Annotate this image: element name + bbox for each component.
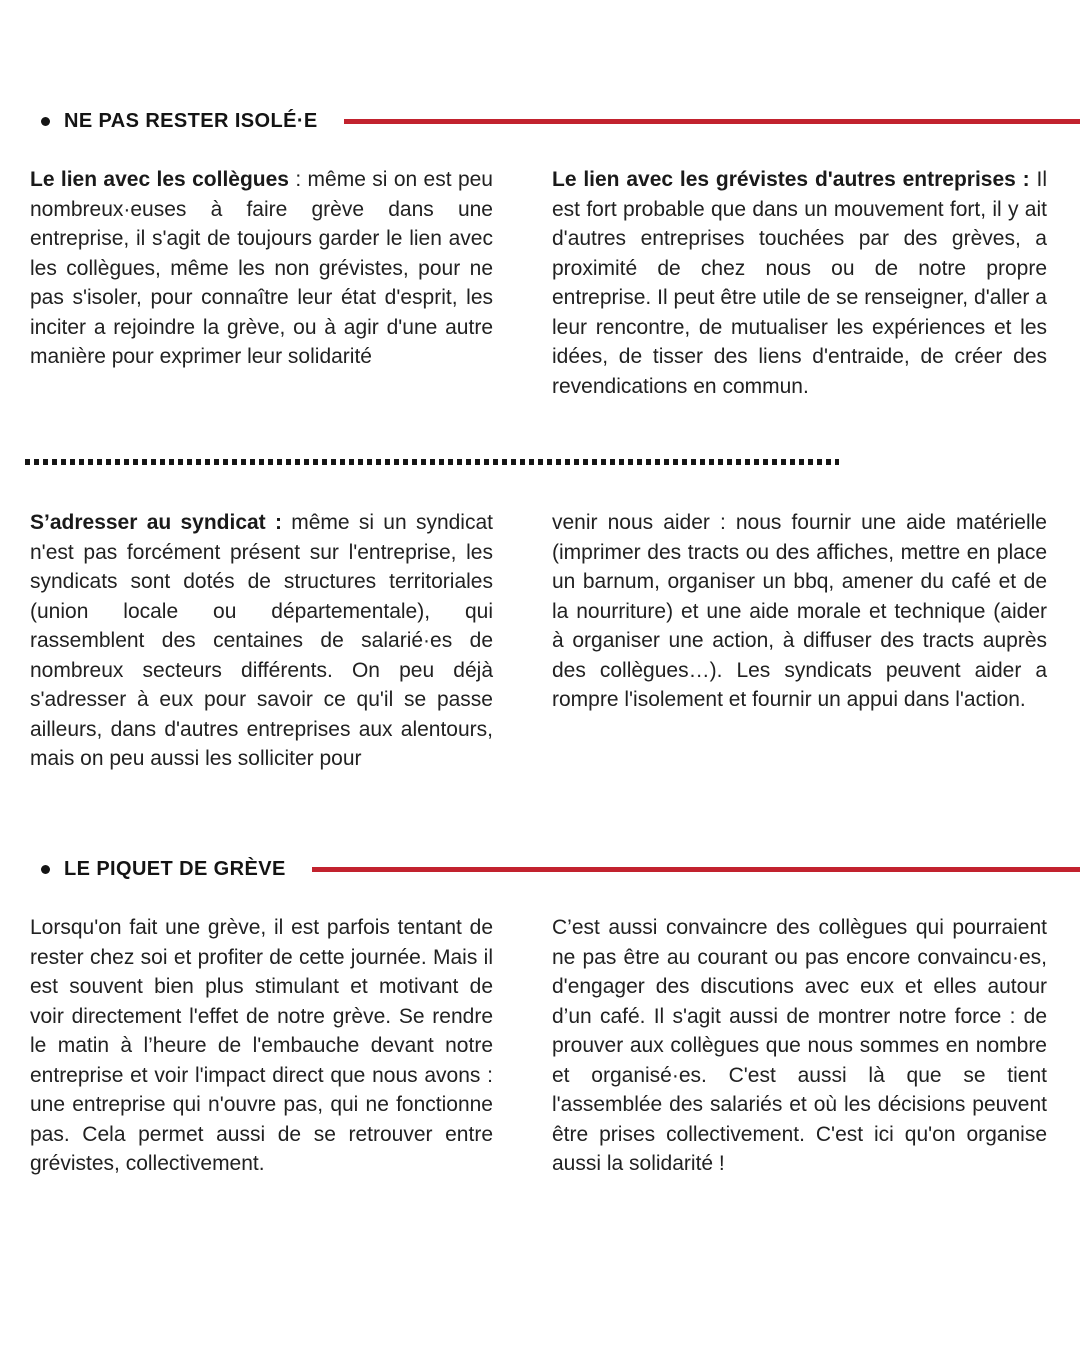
paragraph-piquet-droite bbox=[552, 913, 1047, 1179]
dotted-divider bbox=[25, 459, 839, 465]
section-heading-piquet bbox=[30, 855, 1080, 883]
paragraph-lien-collegues bbox=[30, 165, 493, 372]
section-heading-isolation bbox=[30, 107, 1080, 135]
paragraph-lead-bold: Le lien avec les collègues bbox=[30, 168, 289, 191]
red-rule-divider bbox=[344, 119, 1080, 124]
section-heading-label: LE PIQUET DE GRÈVE bbox=[64, 857, 286, 880]
paragraph-body: Il est fort probable que dans un mouvement fort, il y ait d'autres entreprises touchées par des grèves, a proximité de chez nous ou de notre propre entreprise. Il peut être utile de se renseigner, d'aller a leur rencontre, de mutualiser les expériences et les idées, de tisser des liens d'entraide, de créer des revendications en commun. bbox=[552, 168, 1047, 398]
paragraph-lien-grevistes bbox=[552, 165, 1047, 401]
paragraph-body: venir nous aider : nous fournir une aide matérielle (imprimer des tracts ou des affiches, mettre en place un barnum, organiser un bbq, amener du café et de la nourriture) et une aide morale et technique (aider à organiser une action, à diffuser des tracts auprès des collègues…). Les syndicats peuvent aider a rompre l'isolement et fournir un appui dans l'action. bbox=[552, 511, 1047, 711]
paragraph-piquet-gauche bbox=[30, 913, 493, 1179]
paragraph-text bbox=[552, 165, 1047, 401]
paragraph-text bbox=[30, 165, 493, 372]
bullet-icon bbox=[41, 117, 50, 126]
paragraph-lead-bold: Le lien avec les grévistes d'autres entreprises : bbox=[552, 168, 1030, 191]
section-heading-label: NE PAS RESTER ISOLÉ·E bbox=[64, 109, 318, 132]
paragraph-syndicat bbox=[30, 508, 493, 774]
red-rule-divider bbox=[312, 867, 1080, 872]
paragraph-text bbox=[30, 508, 493, 774]
paragraph-body: même si un syndicat n'est pas forcément présent sur l'entreprise, les syndicats sont dotés de structures territoriales (union locale ou départementale), qui rassemblent des centaines de salarié·es de nombreux secteurs différents. On peu déjà s'adresser à eux pour savoir ce qu'il se passe ailleurs, dans d'autres entreprises aux alentours, mais on peu aussi les solliciter pour bbox=[30, 511, 493, 770]
paragraph-text bbox=[552, 913, 1047, 1179]
paragraph-body: C’est aussi convaincre des collègues qui pourraient ne pas être au courant ou pas encore convaincu·es, d'engager des discutions avec eux et elles autour d’un café. Il s'agit aussi de montrer notre force : de prouver aux collègues que nous sommes en nombre et organisé·es. C'est aussi là que se tient l'assemblée des salariés et où les décisions peuvent être prises collectivement. C'est ici qu'on organise aussi la solidarité ! bbox=[552, 916, 1047, 1175]
paragraph-lead-bold: S’adresser au syndicat : bbox=[30, 511, 282, 534]
bullet-icon bbox=[41, 865, 50, 874]
paragraph-body: Lorsqu'on fait une grève, il est parfois tentant de rester chez soi et profiter de cette journée. Mais il est souvent bien plus stimulant et motivant de voir directement l'effet de notre grève. Se rendre le matin à l’heure de l'embauche devant notre entreprise et voir l'impact direct que nous avons : une entreprise qui n'ouvre pas, qui ne fonctionne pas. Cela permet aussi de se retrouver entre grévistes, collectivement. bbox=[30, 916, 493, 1175]
paragraph-text bbox=[30, 913, 493, 1179]
paragraph-syndicat-suite bbox=[552, 508, 1047, 715]
paragraph-text bbox=[552, 508, 1047, 715]
paragraph-body: : même si on est peu nombreux·euses à faire grève dans une entreprise, il s'agit de toujours garder le lien avec les collègues, même les non grévistes, pour ne pas s'isoler, pour connaître leur état d'esprit, les inciter a rejoindre la grève, ou à agir d'une autre manière pour exprimer leur solidarité bbox=[30, 168, 493, 368]
